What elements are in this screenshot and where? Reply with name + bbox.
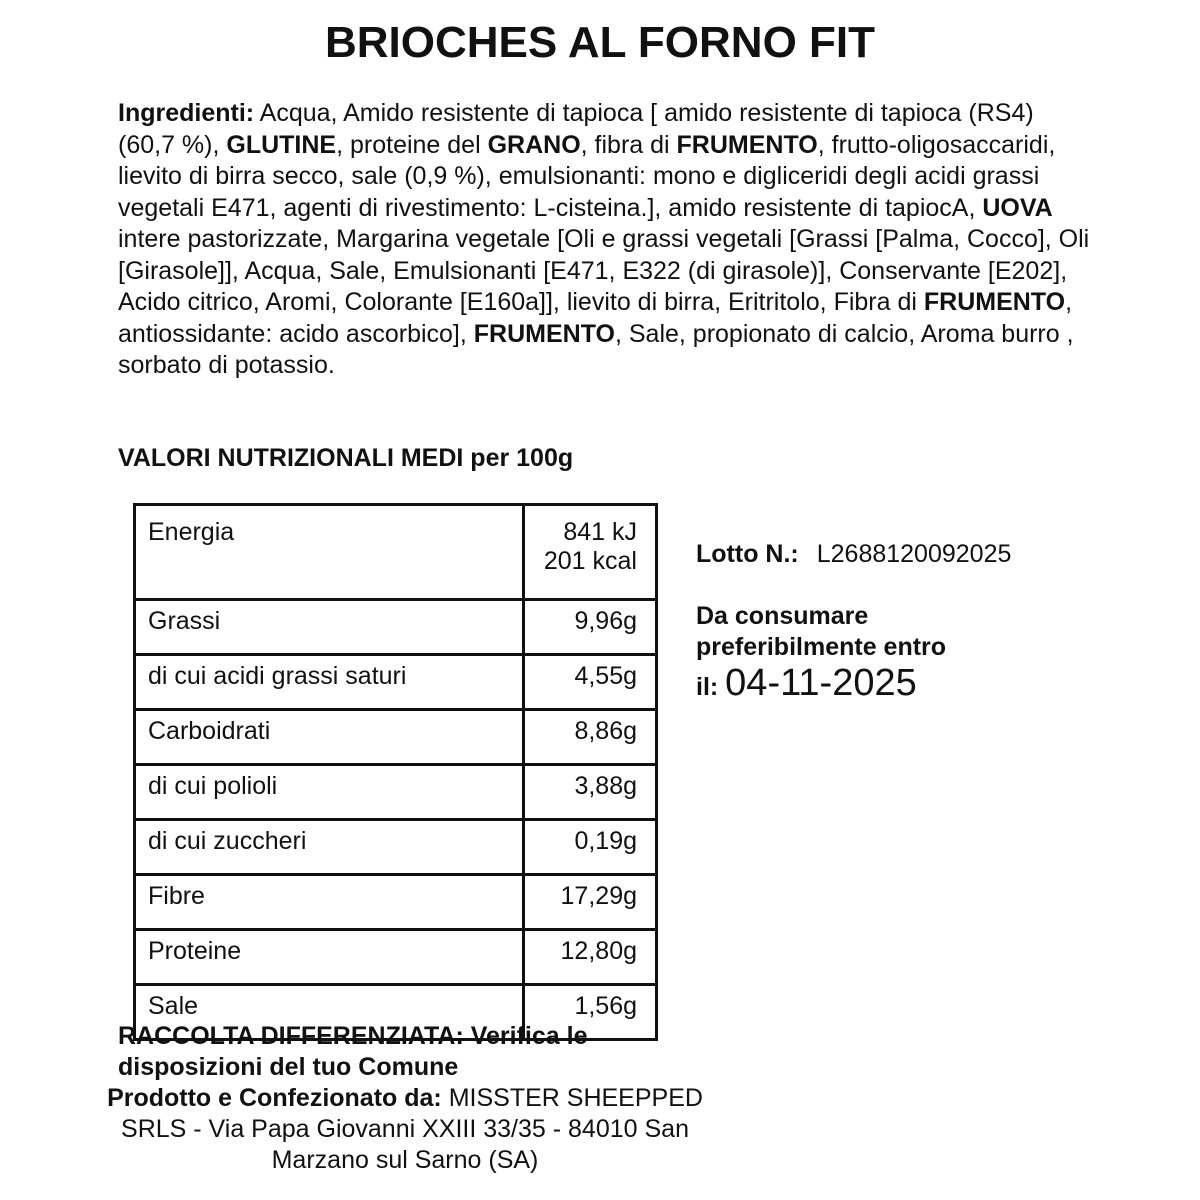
allergen-frumento: FRUMENTO: [923, 288, 1066, 316]
producer-label: Prodotto e Confezionato da:: [107, 1084, 442, 1112]
producer-address: MISSTER SHEEPPED SRLS - Via Papa Giovanni XXIII 33/35 - 84010 San Marzano sul Sarno (SA): [121, 1084, 703, 1174]
table-row: [135, 765, 657, 820]
ingredients-segment: , Sale, propionato di calcio, Aroma burro , sorbato di potassio.: [118, 319, 1074, 379]
best-before-date: 04-11-2025: [725, 662, 917, 704]
product-title: BRIOCHES AL FORNO FIT: [325, 18, 875, 67]
lot-value: L2688120092025: [816, 540, 1012, 568]
nutrient-value: 17,29g: [524, 875, 657, 930]
allergen-frumento: FRUMENTO: [473, 319, 615, 348]
recycling-note: RACCOLTA DIFFERENZIATA: Verifica le disposizioni del tuo Comune: [118, 1022, 588, 1081]
table-row: [135, 710, 657, 765]
table-row: [135, 930, 657, 985]
allergen-frumento: FRUMENTO: [676, 130, 818, 159]
table-row: [135, 505, 657, 600]
best-before-line1: Da consumare: [696, 602, 869, 630]
best-before-prefix: il:: [696, 673, 719, 701]
ingredients-segment: Acqua, Amido resistente di tapioca [ amido resistente di tapioca (RS4) (60,7 %),: [118, 99, 1034, 159]
ingredients-segment: , proteine del: [336, 130, 488, 159]
lot-number: [696, 540, 1011, 569]
nutrient-label: Grassi: [135, 600, 524, 655]
ingredients-segment: , antiossidante: acido ascorbico],: [118, 288, 1073, 348]
table-row: [135, 655, 657, 710]
allergen-glutine: GLUTINE: [226, 130, 337, 159]
producer-info: [100, 1083, 710, 1176]
nutrient-label: Fibre: [135, 875, 524, 930]
nutrient-value: 0,19g: [524, 820, 657, 875]
nutrition-heading: VALORI NUTRIZIONALI MEDI per 100g: [118, 444, 574, 472]
nutrient-label: Carboidrati: [135, 710, 524, 765]
nutrient-value: 1,56g: [524, 985, 657, 1040]
nutrient-label: di cui acidi grassi saturi: [135, 655, 524, 710]
table-row: [135, 600, 657, 655]
nutrient-value: 9,96g: [524, 600, 657, 655]
energy-kcal: 201 kcal: [543, 547, 637, 575]
allergen-uova: UOVA: [982, 193, 1053, 222]
best-before-line2: preferibilmente entro: [696, 633, 947, 661]
nutrient-value: 8,86g: [524, 710, 657, 765]
nutrient-label: Proteine: [135, 930, 524, 985]
nutrition-table: [133, 503, 658, 1041]
lot-label: Lotto N.:: [696, 540, 799, 568]
nutrient-label: Energia: [135, 505, 524, 600]
table-row: [135, 875, 657, 930]
nutrient-value: 4,55g: [524, 655, 657, 710]
nutrient-label: Sale: [135, 985, 524, 1040]
nutrient-label: di cui zuccheri: [135, 820, 524, 875]
ingredients-segment: , fibra di: [580, 130, 677, 159]
nutrient-label: di cui polioli: [135, 765, 524, 820]
ingredients-segment: , frutto-oligosaccaridi, lievito di birra secco, sale (0,9 %), emulsionanti: mono e digliceridi degli acidi grassi vegetali E471, agenti di rivestimento: L-cisteina.], amido resistente di tapiocA,: [118, 130, 1056, 222]
allergen-grano: GRANO: [487, 130, 581, 159]
ingredients-label: Ingredienti:: [118, 99, 255, 127]
nutrient-value: [524, 505, 657, 600]
energy-kj: 841 kJ: [563, 518, 637, 546]
table-row: [135, 820, 657, 875]
ingredients-segment: intere pastorizzate, Margarina vegetale [Oli e grassi vegetali [Grassi [Palma, Cocco], Oli [Girasole]], Acqua, Sale, Emulsionanti [E471, E322 (di girasole)], Conservante [E202], Acido citrico, Aromi, Colorante [E160a]], lievito di birra, Eritritolo, Fibra di: [118, 225, 1090, 316]
ingredients-text: [118, 98, 1093, 382]
best-before: [696, 601, 1036, 703]
nutrient-value: 3,88g: [524, 765, 657, 820]
nutrient-value: 12,80g: [524, 930, 657, 985]
